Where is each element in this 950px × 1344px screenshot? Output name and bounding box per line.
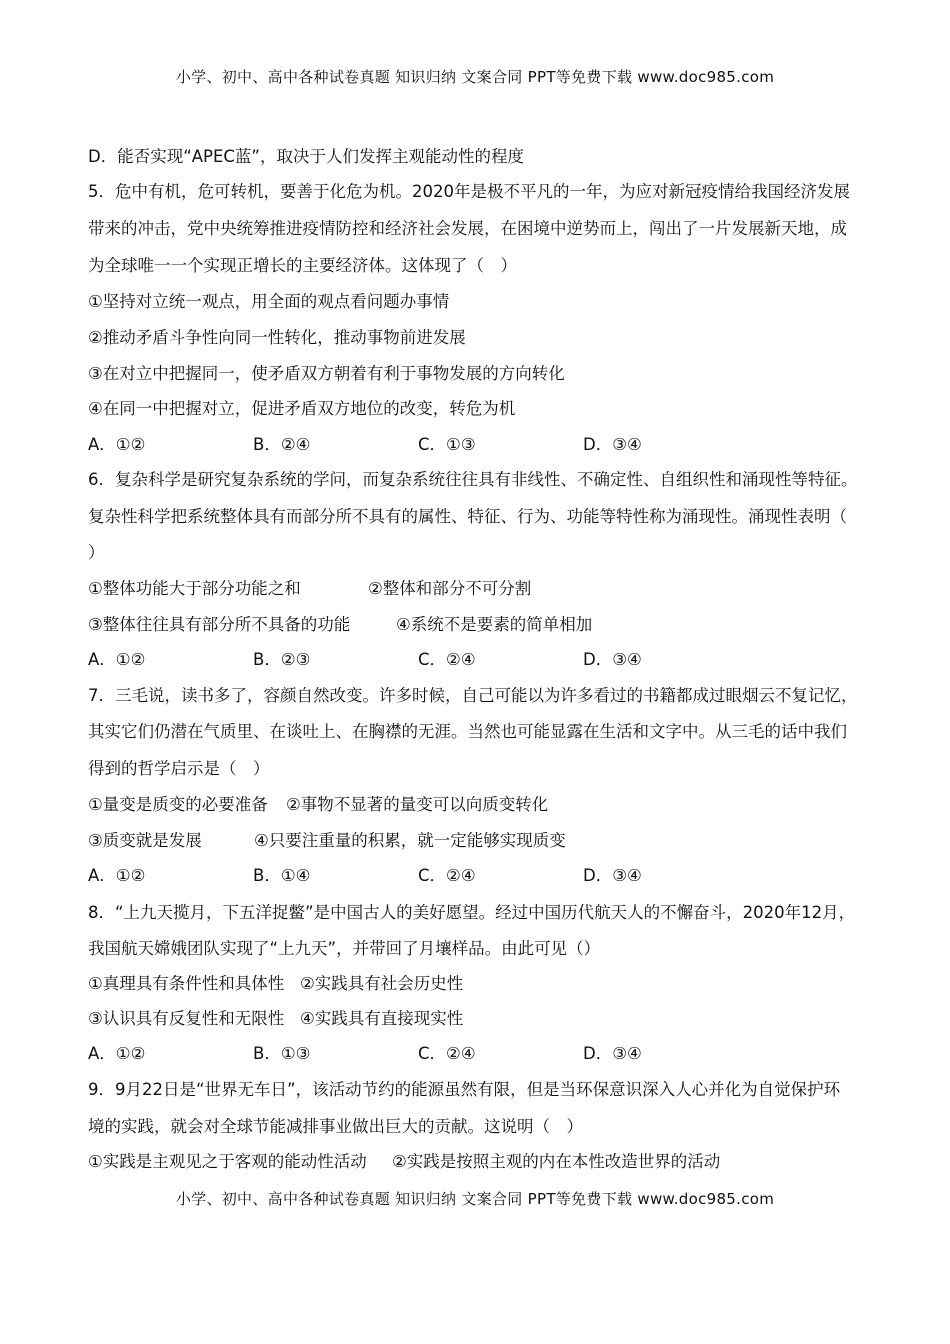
q9-stem-line-2: 境的实践，就会对全球节能减排事业做出巨大的贡献。这说明（ ） [88, 1117, 583, 1136]
q5-stem-line-2: 带来的冲击，党中央统筹推进疫情防控和经济社会发展，在困境中逆势而上，闯出了一片发展新天地，成 [88, 219, 847, 238]
q6-option-d: D．③④ [583, 650, 642, 669]
q5-stem-line-3: 为全球唯一一个实现正增长的主要经济体。这体现了（ ） [88, 256, 517, 275]
q8-statements-1-2 [88, 973, 848, 995]
page-header: 小学、初中、高中各种试卷真题 知识归纳 文案合同 PPT等免费下载 www.doc985.com [175, 68, 775, 86]
q9-statement-1: ①实践是主观见之于客观的能动性活动 [88, 1152, 367, 1171]
q5-option-c: C．①③ [418, 435, 476, 454]
q7-statement-3: ③质变就是发展 [88, 831, 202, 850]
q5-statement-1: ①坚持对立统一观点，用全面的观点看问题办事情 [88, 292, 450, 311]
q7-option-d: D．③④ [583, 866, 642, 885]
q8-stem-line-1: 8．“上九天揽月，下五洋捉鳖”是中国古人的美好愿望。经过中国历代航天人的不懈奋斗，2020年12月， [88, 903, 856, 922]
q8-statement-1: ①真理具有条件性和具体性 [88, 974, 285, 993]
q6-option-b: B．②③ [253, 650, 311, 669]
q6-stem-line-2: 复杂性科学把系统整体具有而部分所不具有的属性、特征、行为、功能等特性称为涌现性。涌现性表明（ [88, 507, 847, 526]
q7-stem-line-2: 其实它们仍潜在气质里、在谈吐上、在胸襟的无涯。当然也可能显露在生活和文字中。从三毛的话中我们 [88, 722, 847, 741]
q5-statement-2: ②推动矛盾斗争性向同一性转化，推动事物前进发展 [88, 328, 466, 347]
q5-stem-line-1: 5．危中有机，危可转机，要善于化危为机。2020年是极不平凡的一年，为应对新冠疫情给我国经济发展 [88, 182, 850, 201]
q5-option-a: A．①② [88, 435, 146, 454]
q8-statements-3-4 [88, 1008, 848, 1030]
q6-option-a: A．①② [88, 650, 146, 669]
q7-option-c: C．②④ [418, 866, 476, 885]
q8-statement-4: ④实践具有直接现实性 [300, 1009, 464, 1028]
q7-statements-1-2 [88, 794, 848, 816]
q7-stem-line-3: 得到的哲学启示是（ ） [88, 759, 270, 778]
q7-statement-1: ①量变是质变的必要准备 [88, 795, 268, 814]
q6-statement-2: ②整体和部分不可分割 [368, 579, 532, 598]
q7-option-a: A．①② [88, 866, 146, 885]
q8-stem-line-2: 我国航天嫦娥团队实现了“上九天”，并带回了月壤样品。由此可见（） [88, 939, 601, 958]
q6-statements-1-2 [88, 578, 848, 600]
q6-option-c: C．②④ [418, 650, 476, 669]
q5-statement-3: ③在对立中把握同一，使矛盾双方朝着有利于事物发展的方向转化 [88, 364, 565, 383]
q8-statement-3: ③认识具有反复性和无限性 [88, 1009, 285, 1028]
q5-options [88, 434, 688, 456]
q9-statement-2: ②实践是按照主观的内在本性改造世界的活动 [392, 1152, 721, 1171]
q6-statement-3: ③整体往往具有部分所不具备的功能 [88, 615, 351, 634]
q7-statement-2: ②事物不显著的量变可以向质变转化 [286, 795, 549, 814]
q7-statements-3-4 [88, 830, 848, 852]
q8-option-b: B．①③ [253, 1044, 311, 1063]
q7-options [88, 865, 688, 887]
page-footer: 小学、初中、高中各种试卷真题 知识归纳 文案合同 PPT等免费下载 www.doc985.com [175, 1190, 775, 1208]
q6-statements-3-4 [88, 614, 848, 636]
q5-option-b: B．②④ [253, 435, 311, 454]
q5-option-d: D．③④ [583, 435, 642, 454]
q6-options [88, 649, 688, 671]
q6-statement-4: ④系统不是要素的简单相加 [396, 615, 593, 634]
q6-stem-line-1: 6．复杂科学是研究复杂系统的学问，而复杂系统往往具有非线性、不确定性、自组织性和涌现性等特征。 [88, 470, 858, 489]
q8-statement-2: ②实践具有社会历史性 [300, 974, 464, 993]
q5-statement-4: ④在同一中把握对立，促进矛盾双方地位的改变，转危为机 [88, 399, 516, 418]
q7-stem-line-1: 7．三毛说，读书多了，容颜自然改变。许多时候，自己可能以为许多看过的书籍都成过眼烟云不复记忆， [88, 686, 858, 705]
q8-option-d: D．③④ [583, 1044, 642, 1063]
q6-stem-line-3: ） [88, 543, 105, 562]
q4-option-d: D．能否实现“APEC蓝”，取决于人们发挥主观能动性的程度 [88, 147, 524, 166]
q8-option-c: C．②④ [418, 1044, 476, 1063]
q8-options [88, 1043, 688, 1065]
q7-statement-4: ④只要注重量的积累，就一定能够实现质变 [254, 831, 566, 850]
q7-option-b: B．①④ [253, 866, 311, 885]
q8-option-a: A．①② [88, 1044, 146, 1063]
q9-stem-line-1: 9．9月22日是“世界无车日”，该活动节约的能源虽然有限，但是当环保意识深入人心并化为自觉保护环 [88, 1080, 841, 1099]
q9-statements-1-2 [88, 1151, 848, 1173]
q6-statement-1: ①整体功能大于部分功能之和 [88, 579, 301, 598]
